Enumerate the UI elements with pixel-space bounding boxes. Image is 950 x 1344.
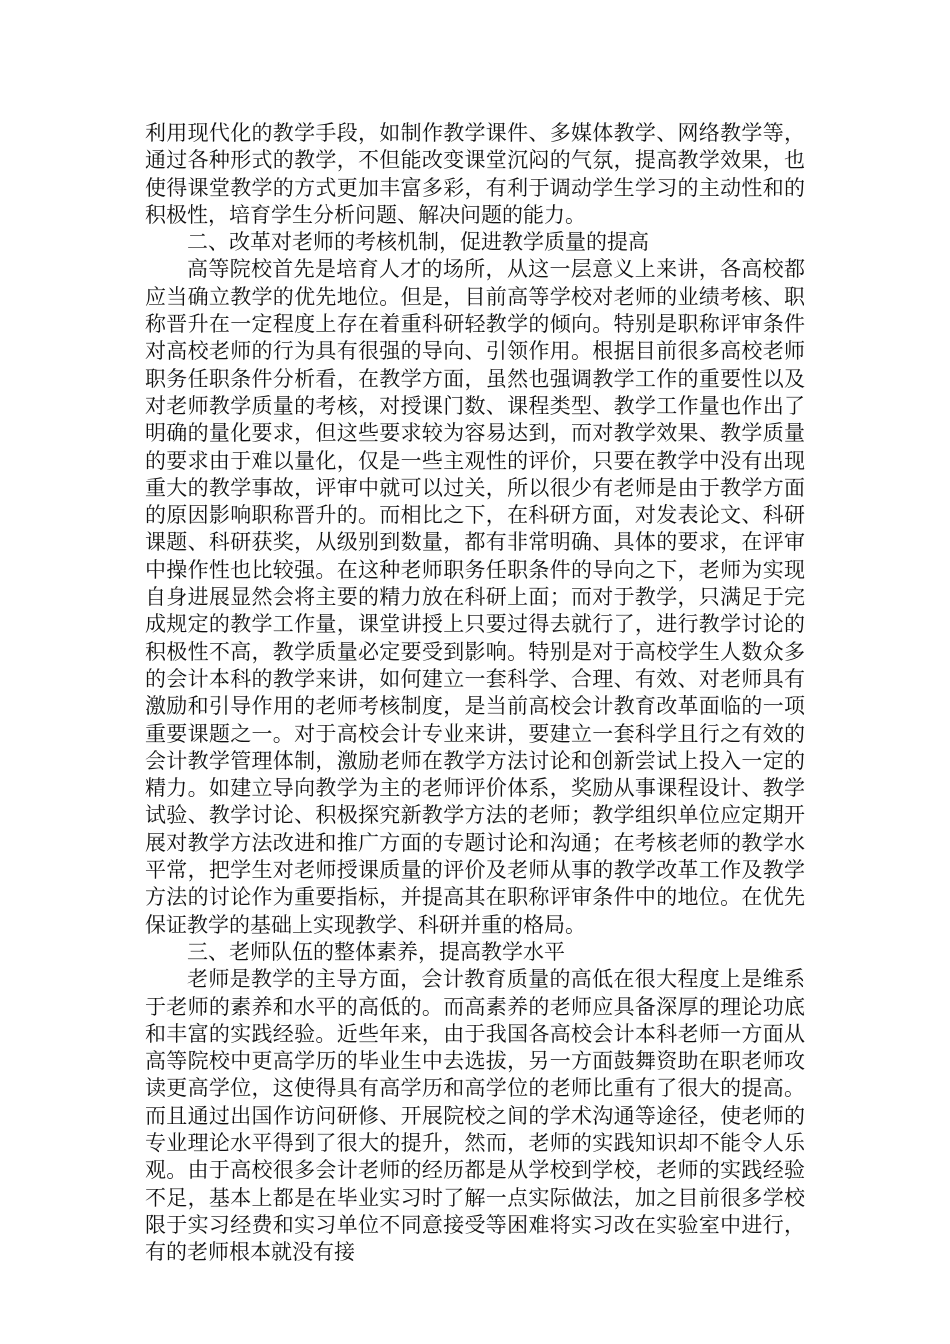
document-page — [145, 120, 805, 1266]
paragraph-continued: 利用现代化的教学手段，如制作教学课件、多媒体教学、网络教学等，通过各种形式的教学，不但能改变课堂沉闷的气氛，提高教学效果，也使得课堂教学的方式更加丰富多彩，有利于调动学生学习的主动性和的积极性，培育学生分析问题、解决问题的能力。 — [145, 121, 805, 227]
paragraph-evaluation-mechanism: 高等院校首先是培育人才的场所，从这一层意义上来讲，各高校都应当确立教学的优先地位。但是，目前高等学校对老师的业绩考核、职称晋升在一定程度上存在着重科研轻教学的倾向。特别是职称评审条件对高校老师的行为具有很强的导向、引领作用。根据目前很多高校老师职务任职条件分析看，在教学方面，虽然也强调教学工作的重要性以及对老师教学质量的考核，对授课门数、课程类型、教学工作量也作出了明确的量化要求，但这些要求较为容易达到，而对教学效果、教学质量的要求由于难以量化，仅是一些主观性的评价，只要在教学中没有出现重大的教学事故，评审中就可以过关，所以很少有老师是由于教学方面的原因影响职称晋升的。而相比之下，在科研方面，对发表论文、科研课题、科研获奖，从级别到数量，都有非常明确、具体的要求，在评审中操作性也比较强。在这种老师职务任职条件的导向之下，老师为实现自身进展显然会将主要的精力放在科研上面；而对于教学，只满足于完成规定的教学工作量，课堂讲授上只要过得去就行了，进行教学讨论的积极性不高，教学质量必定要受到影响。特别是对于高校学生人数众多的会计本科的教学来讲，如何建立一套科学、合理、有效、对老师具有激励和引导作用的老师考核制度，是当前高校会计教育改革面临的一项重要课题之一。对于高校会计专业来讲，要建立一套科学且行之有效的会计教学管理体制，激励老师在教学方法讨论和创新尝试上投入一定的精力。如建立导向教学为主的老师评价体系，奖励从事课程设计、教学试验、教学讨论、积极探究新教学方法的老师；教学组织单位应定期开展对教学方法改进和推广方面的专题讨论和沟通；在考核老师的教学水平常，把学生对老师授课质量的评价及老师从事的教学改革工作及教学方法的讨论作为重要指标，并提高其在职称评审条件中的地位。在优先保证教学的基础上实现教学、科研并重的格局。 — [145, 257, 805, 937]
paragraph-teacher-quality: 老师是教学的主导方面，会计教育质量的高低在很大程度上是维系于老师的素养和水平的高低的。而高素养的老师应具备深厚的理论功底和丰富的实践经验。近些年来，由于我国各高校会计本科老师一方面从高等院校中更高学历的毕业生中去选拔，另一方面鼓舞资助在职老师攻读更高学位，这使得具有高学历和高学位的老师比重有了很大的提高。而且通过出国作访问研修、开展院校之间的学术沟通等途径，使老师的专业理论水平得到了很大的提升，然而，老师的实践知识却不能令人乐观。由于高校很多会计老师的经历都是从学校到学校，老师的实践经验不足，基本上都是在毕业实习时了解一点实际做法，加之目前很多学校限于实习经费和实习单位不同意接受等困难将实习改在实验室中进行，有的老师根本就没有接 — [145, 967, 805, 1265]
section-heading-2: 二、改革对老师的考核机制，促进教学质量的提高 — [187, 230, 649, 255]
section-heading-3: 三、老师队伍的整体素养，提高教学水平 — [187, 939, 565, 964]
